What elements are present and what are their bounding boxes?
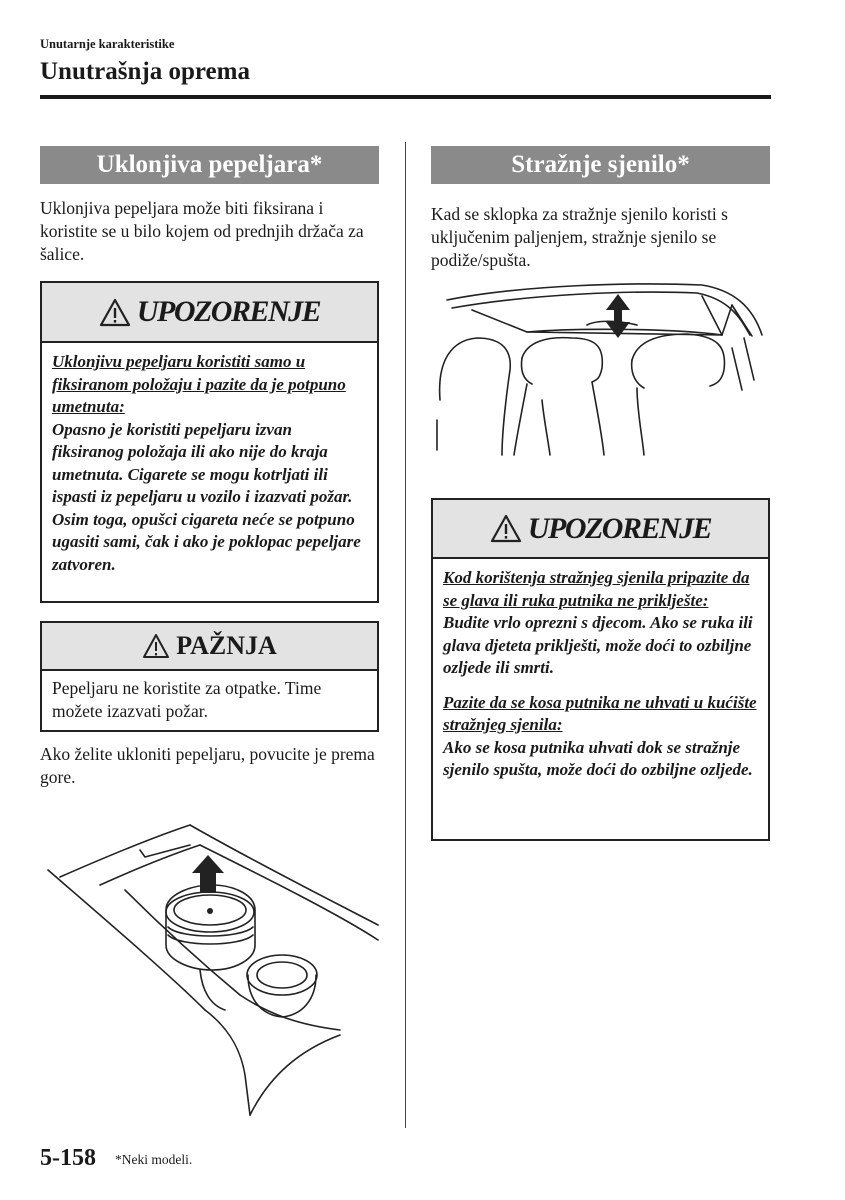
rear-sunshade-illustration [432,280,772,462]
warning-text: Opasno je koristiti pepeljaru izvan fiksiranog položaja ili ako nije do kraja umetnuta. Cigarete se mogu kotrljati ili ispasti iz pepeljaru u vozilo i izazvati požar. Osim toga, opušci cigareta neće se potpuno ugasiti sami, čak i ako je poklopac pepeljare zatvoren. [52,419,361,574]
section-heading-rear-sunshade: Stražnje sjenilo* [431,146,770,184]
warning-title: UPOZORENJE [527,511,712,545]
title-rule [40,95,771,99]
warning-text-1: Budite vrlo oprezni s djecom. Ako se ruka ili glava djeteta priklješti, može doći to ozbiljne ozljede ili smrti. [443,613,753,677]
caution-triangle-icon [142,633,170,659]
warning-body [433,559,768,790]
warning-triangle-icon [490,514,522,543]
section-heading-ashtray: Uklonjiva pepeljara* [40,146,379,184]
ashtray-intro: Uklonjiva pepeljara može biti fiksirana i koristite se u bilo kojem od prednjih držača za šalice. [40,198,364,264]
sunshade-intro: Kad se sklopka za stražnje sjenilo koristi s uključenim paljenjem, stražnje sjenilo se podiže/spušta. [431,204,728,270]
column-divider [405,142,406,1128]
page-number: 5-158 [40,1145,96,1171]
footnote: *Neki modeli. [115,1152,193,1167]
warning-text-2: Ako se kosa putnika uhvati dok se stražnje sjenilo spušta, može doći do ozbiljne ozljede. [443,737,753,779]
warning-box-sunshade [431,498,770,841]
page-title: Unutrašnja oprema [40,58,250,85]
warning-underlined-text-2: Pazite da se kosa putnika ne uhvati u kućište stražnjeg sjenila: [443,692,757,734]
warning-underlined-text: Uklonjivu pepeljaru koristiti samo u fiksiranom položaju i pazite da je potpuno umetnuta: [52,352,346,416]
breadcrumb: Unutarnje karakteristike [40,37,175,51]
warning-triangle-icon [99,298,131,327]
up-arrow-icon [192,855,224,893]
ashtray-removal-text: Ako želite ukloniti pepeljaru, povucite je prema gore. [40,744,375,787]
warning-title: UPOZORENJE [136,295,321,328]
caution-text: Pepeljaru ne koristite za otpatke. Time možete izazvati požar. [52,678,322,721]
warning-header [42,283,377,343]
warning-body [42,343,377,584]
warning-underlined-text-1: Kod korištenja stražnjeg sjenila pripazite da se glava ili ruka putnika ne priklješte: [443,568,750,610]
warning-box-ashtray [40,281,379,603]
caution-header [42,623,377,671]
caution-title: PAŽNJA [176,631,277,660]
caution-box-ashtray [40,621,379,732]
up-down-arrow-icon [606,294,630,338]
warning-header [433,500,768,559]
ashtray-illustration [40,815,385,1125]
